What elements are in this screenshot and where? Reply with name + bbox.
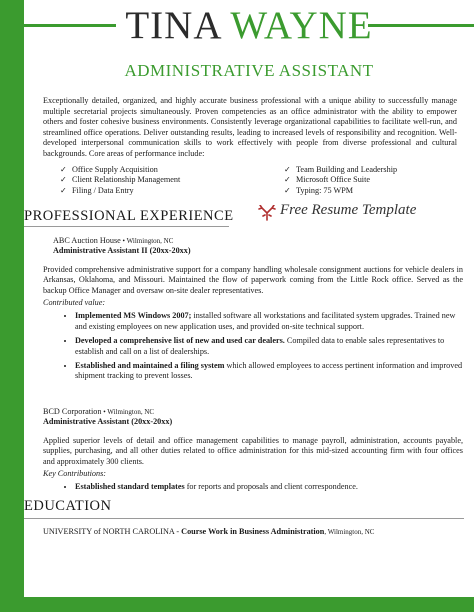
list-item: • Established standard templates for reports and proposals and client correspondence. bbox=[75, 482, 463, 492]
job-description: Provided comprehensive administrative support for a company handling wholesale consignment auctions for vehicle dealers in Arkansas, Oklahoma, and Missouri. Maintained the flow of paperwork coming from the Little Rock office. Served as the backup Office Manager and oversaw on-site dealer representatives. bbox=[43, 264, 463, 295]
skills-column-right bbox=[284, 165, 397, 196]
first-name: TINA bbox=[125, 4, 221, 47]
company-name: BCD Corporation bbox=[43, 407, 102, 416]
skill-item: ✓ Microsoft Office Suite bbox=[284, 175, 370, 185]
job-role: ADMINISTRATIVE ASSISTANT bbox=[124, 61, 374, 80]
job-entry bbox=[43, 236, 463, 386]
list-item: • Implemented MS Windows 2007; installed software all workstations and facilitated system upgrades. Trained new and existing employees on new application uses, and provided on-site technical support. bbox=[75, 311, 463, 332]
job-company-line bbox=[43, 407, 463, 417]
summary-paragraph: Exceptionally detailed, organized, and highly accurate business professional with a unique ability to successfully manage multiple secretarial projects simultaneously. Proven competencies as an office administrator with the ability to empower others and foster cohesive business environments. Consistently leverage organizational capabilities to facilitate well-run, and streamlined office operations. Deliver outstanding results, leading to increased levels of responsibility and recognition. Well-developed interpersonal communication skills to work effectively with people from diverse professional and cultural backgrounds. Core areas of performance include: bbox=[43, 96, 457, 158]
check-icon: ✓ bbox=[284, 185, 291, 195]
experience-heading: PROFESSIONAL EXPERIENCE bbox=[24, 208, 234, 224]
antler-icon bbox=[256, 205, 278, 221]
school-location: , Wilmington, NC bbox=[324, 528, 375, 536]
skills-column-left bbox=[60, 165, 180, 196]
company-location: • Wilmington, NC bbox=[120, 237, 174, 245]
template-watermark: Free Resume Template bbox=[280, 202, 417, 218]
candidate-name bbox=[24, 6, 474, 46]
skill-item: ✓ Typing: 75 WPM bbox=[284, 185, 354, 195]
job-entry bbox=[43, 407, 463, 497]
skill-item: ✓ Filing / Data Entry bbox=[60, 185, 134, 195]
bottom-accent-bar bbox=[0, 597, 474, 612]
check-icon: ✓ bbox=[284, 165, 291, 174]
job-company-line bbox=[43, 236, 463, 246]
course-name: Course Work in Business Administration bbox=[181, 527, 325, 536]
experience-rule bbox=[24, 226, 229, 227]
job-bullets bbox=[43, 482, 463, 492]
resume-page bbox=[24, 0, 464, 597]
job-title: Administrative Assistant (20xx-20xx) bbox=[43, 417, 173, 427]
school-name: UNIVERSITY of NORTH CAROLINA - bbox=[43, 527, 182, 536]
education-rule bbox=[24, 518, 464, 519]
list-item: • Established and maintained a filing system which allowed employees to access pertinent information and improved shipment tracking to prevent losses. bbox=[75, 361, 463, 382]
job-subheading: Key Contributions: bbox=[43, 469, 106, 479]
skill-item: ✓ Client Relationship Management bbox=[60, 175, 181, 185]
company-name: ABC Auction House bbox=[53, 236, 121, 245]
company-location: • Wilmington, NC bbox=[101, 408, 155, 416]
job-bullets bbox=[43, 311, 463, 381]
education-heading: EDUCATION bbox=[24, 498, 112, 514]
last-name: WAYNE bbox=[230, 4, 373, 47]
left-accent-bar bbox=[0, 0, 24, 612]
skill-item: ✓ Office Supply Acquisition bbox=[60, 165, 158, 174]
list-item: • Developed a comprehensive list of new and used car dealers. Compiled data to enable sales representatives to establish and call on a list of dealerships. bbox=[75, 336, 463, 357]
skill-item: ✓ Team Building and Leadership bbox=[284, 165, 398, 174]
check-icon: ✓ bbox=[284, 175, 291, 185]
job-subheading: Contributed value: bbox=[43, 298, 106, 308]
job-description: Applied superior levels of detail and office management capabilities to manage payroll, administration, accounts payable, supplies, purchasing, and all other duties related to office administration for this mid-sized accounting firm with four offices and approximately 300 clients. bbox=[43, 435, 463, 466]
check-icon: ✓ bbox=[60, 185, 67, 195]
check-icon: ✓ bbox=[60, 175, 67, 185]
job-title: Administrative Assistant II (20xx-20xx) bbox=[53, 246, 191, 256]
check-icon: ✓ bbox=[60, 165, 67, 174]
education-entry bbox=[43, 527, 374, 536]
